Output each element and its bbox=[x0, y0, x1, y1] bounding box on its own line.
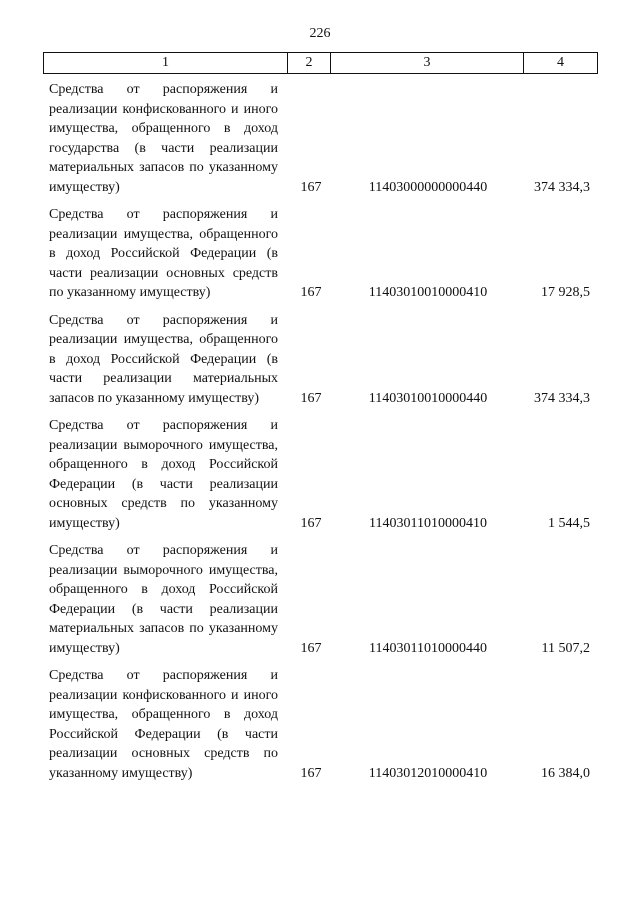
row-amount: 374 334,3 bbox=[534, 179, 590, 195]
row-name: Средства от распоряжения и реализации выморочного имущества, обращенного в доход Российской Федерации (в части реализации материальных запасов по указанному имуществу) bbox=[49, 543, 278, 656]
table-row bbox=[49, 311, 594, 409]
row-code: 167 bbox=[300, 179, 322, 195]
row-name: Средства от распоряжения и реализации выморочного имущества, обращенного в доход Российской Федерации (в части реализации основных средств по указанному имуществу) bbox=[49, 418, 278, 531]
column-header-2: 2 bbox=[287, 53, 330, 73]
table-body bbox=[49, 80, 594, 791]
row-code: 167 bbox=[300, 765, 322, 781]
column-header-4: 4 bbox=[523, 53, 597, 73]
row-amount: 11 507,2 bbox=[541, 640, 590, 656]
row-code: 167 bbox=[300, 640, 322, 656]
row-amount: 16 384,0 bbox=[541, 765, 590, 781]
table-row bbox=[49, 205, 594, 303]
table-row bbox=[49, 541, 594, 658]
row-code: 167 bbox=[300, 390, 322, 406]
page-number: 226 bbox=[309, 26, 331, 41]
row-kbk: 11403012010000410 bbox=[368, 765, 488, 781]
table-row bbox=[49, 416, 594, 533]
column-header-3: 3 bbox=[330, 53, 523, 73]
table-row bbox=[49, 666, 594, 783]
row-kbk: 11403011010000440 bbox=[369, 640, 487, 656]
row-name: Средства от распоряжения и реализации имущества, обращенного в доход Российской Федерации (в части реализации материальных запасов по указанному имуществу) bbox=[49, 312, 278, 406]
row-name: Средства от распоряжения и реализации конфискованного и иного имущества, обращенного в доход Российской Федерации (в части реализации основных средств по указанному имуществу) bbox=[49, 668, 278, 781]
row-amount: 17 928,5 bbox=[541, 285, 590, 300]
row-kbk: 11403010010000440 bbox=[368, 390, 488, 406]
table-header-row bbox=[43, 52, 598, 74]
row-amount: 1 544,5 bbox=[548, 515, 590, 531]
row-amount: 374 334,3 bbox=[534, 390, 590, 406]
row-name: Средства от распоряжения и реализации конфискованного и иного имущества, обращенного в доход государства (в части реализации материальных запасов по указанному имуществу) bbox=[49, 82, 278, 195]
row-kbk: 11403010010000410 bbox=[368, 285, 488, 300]
row-name: Средства от распоряжения и реализации имущества, обращенного в доход Российской Федерации (в части реализации основных средств по указанному имуществу) bbox=[49, 207, 278, 300]
column-header-1: 1 bbox=[162, 55, 169, 70]
row-kbk: 11403011010000410 bbox=[369, 515, 487, 531]
row-code: 167 bbox=[300, 285, 322, 300]
row-code: 167 bbox=[300, 515, 322, 531]
table-row bbox=[49, 80, 594, 197]
row-kbk: 11403000000000440 bbox=[368, 179, 488, 195]
